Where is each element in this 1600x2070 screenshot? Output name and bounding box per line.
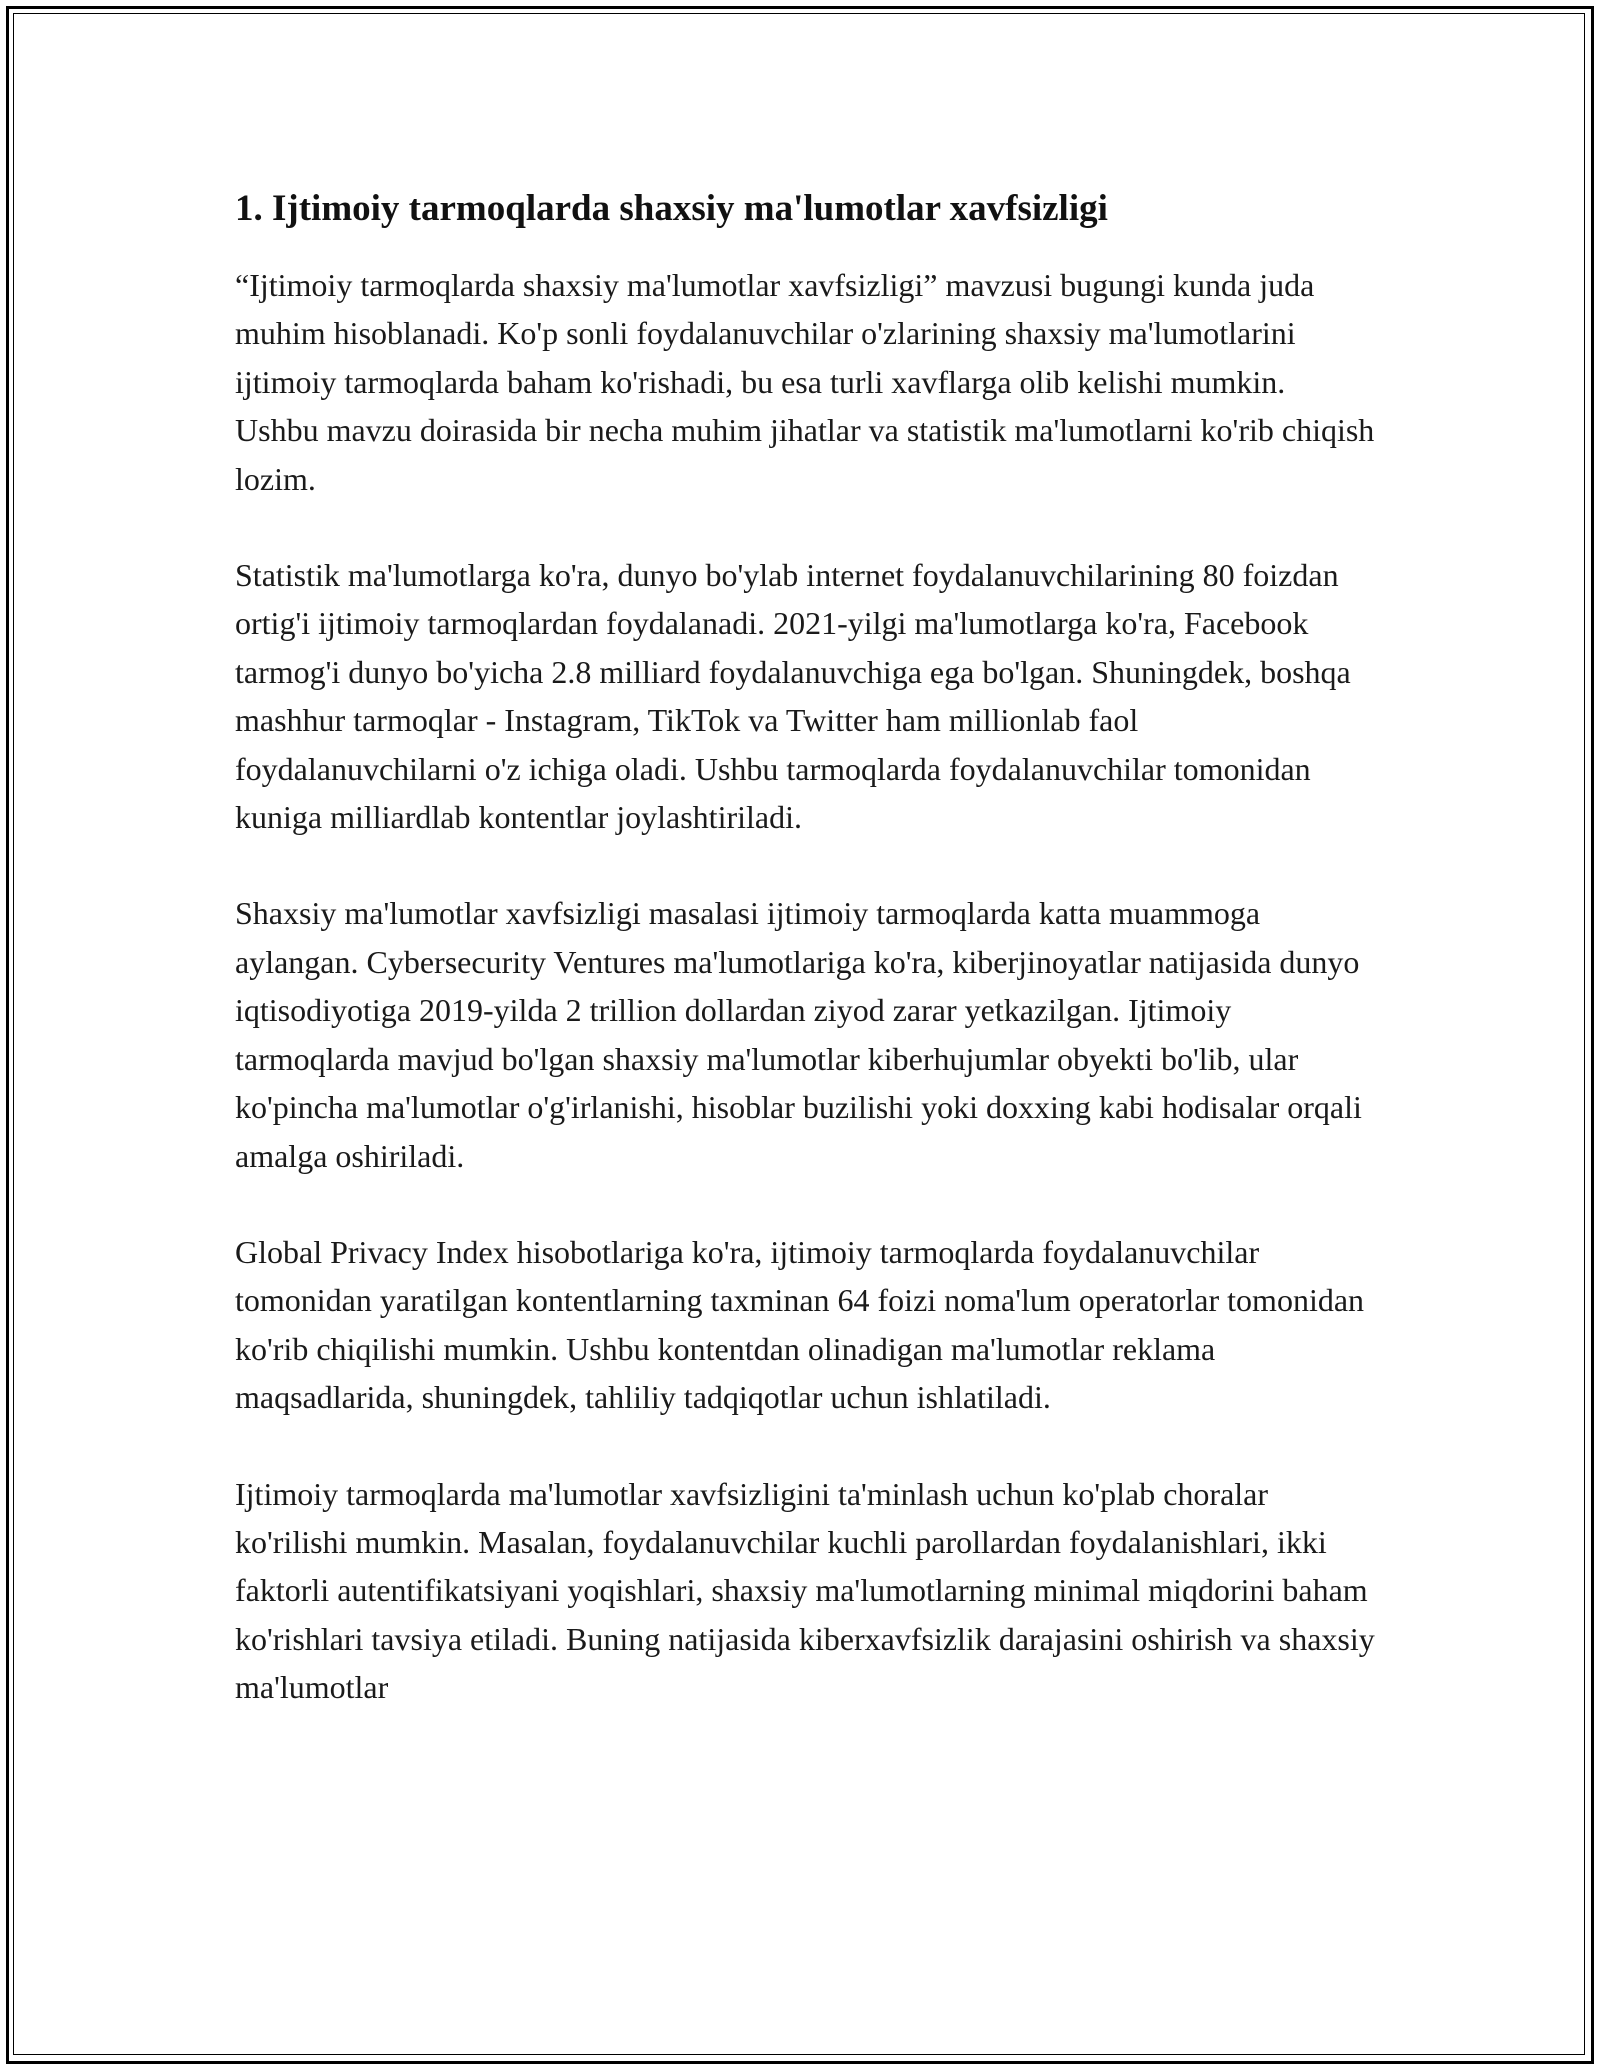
document-body [235,185,1375,1760]
paragraph-privacy-index: Global Privacy Index hisobotlariga ko'ra, ijtimoiy tarmoqlarda foydalanuvchilar tomonidan yaratilgan kontentlarning taxminan 64 foizi noma'lum operatorlar tomonidan ko'rib chiqilishi mumkin. Ushbu kontentdan olinadigan ma'lumotlar reklama maqsadlarida, shuningdek, tahliliy tadqiqotlar uchun ishlatiladi. [235,1233,1365,1416]
paragraph-measures: Ijtimoiy tarmoqlarda ma'lumotlar xavfsizligini ta'minlash uchun ko'plab choralar ko'rilishi mumkin. Masalan, foydalanuvchilar kuchli parollardan foydalanishlari, ikki faktorli autentifikatsiyani yoqishlari, shaxsiy ma'lumotlarning minimal miqdorini baham ko'rishlari tavsiya etiladi. Buning natijasida kiberxavfsizlik darajasini oshirish va shaxsiy ma'lumotlar [235,1475,1375,1706]
section-heading: 1. Ijtimoiy tarmoqlarda shaxsiy ma'lumotlar xavfsizligi [235,188,1108,229]
paragraph-cybercrime: Shaxsiy ma'lumotlar xavfsizligi masalasi ijtimoiy tarmoqlarda katta muammoga aylangan. Cybersecurity Ventures ma'lumotlariga ko'ra, kiberjinoyatlar natijasida dunyo iqtisodiyotiga 2019-yilda 2 trillion dollardan ziyod zarar yetkazilgan. Ijtimoiy tarmoqlarda mavjud bo'lgan shaxsiy ma'lumotlar kiberhujumlar obyekti bo'lib, ular ko'pincha ma'lumotlar o'g'irlanishi, hisoblar buzilishi yoki doxxing kabi hodisalar orqali amalga oshiriladi. [235,895,1362,1174]
paragraph-statistics: Statistik ma'lumotlarga ko'ra, dunyo bo'ylab internet foydalanuvchilarining 80 foizdan ortig'i ijtimoiy tarmoqlardan foydalanadi. 2021-yilgi ma'lumotlarga ko'ra, Facebook tarmog'i dunyo bo'yicha 2.8 milliard foydalanuvchiga ega bo'lgan. Shuningdek, boshqa mashhur tarmoqlar - Instagram, TikTok va Twitter ham millionlab faol foydalanuvchilarni o'z ichiga oladi. Ushbu tarmoqlarda foydalanuvchilar tomonidan kuniga milliardlab kontentlar joylashtiriladi. [235,557,1351,836]
paragraph-intro: “Ijtimoiy tarmoqlarda shaxsiy ma'lumotlar xavfsizligi” mavzusi bugungi kunda juda muhim hisoblanadi. Ko'p sonli foydalanuvchilar o'zlarining shaxsiy ma'lumotlarini ijtimoiy tarmoqlarda baham ko'rishadi, bu esa turli xavflarga olib kelishi mumkin. Ushbu mavzu doirasida bir necha muhim jihatlar va statistik ma'lumotlarni ko'rib chiqish lozim. [235,267,1375,497]
